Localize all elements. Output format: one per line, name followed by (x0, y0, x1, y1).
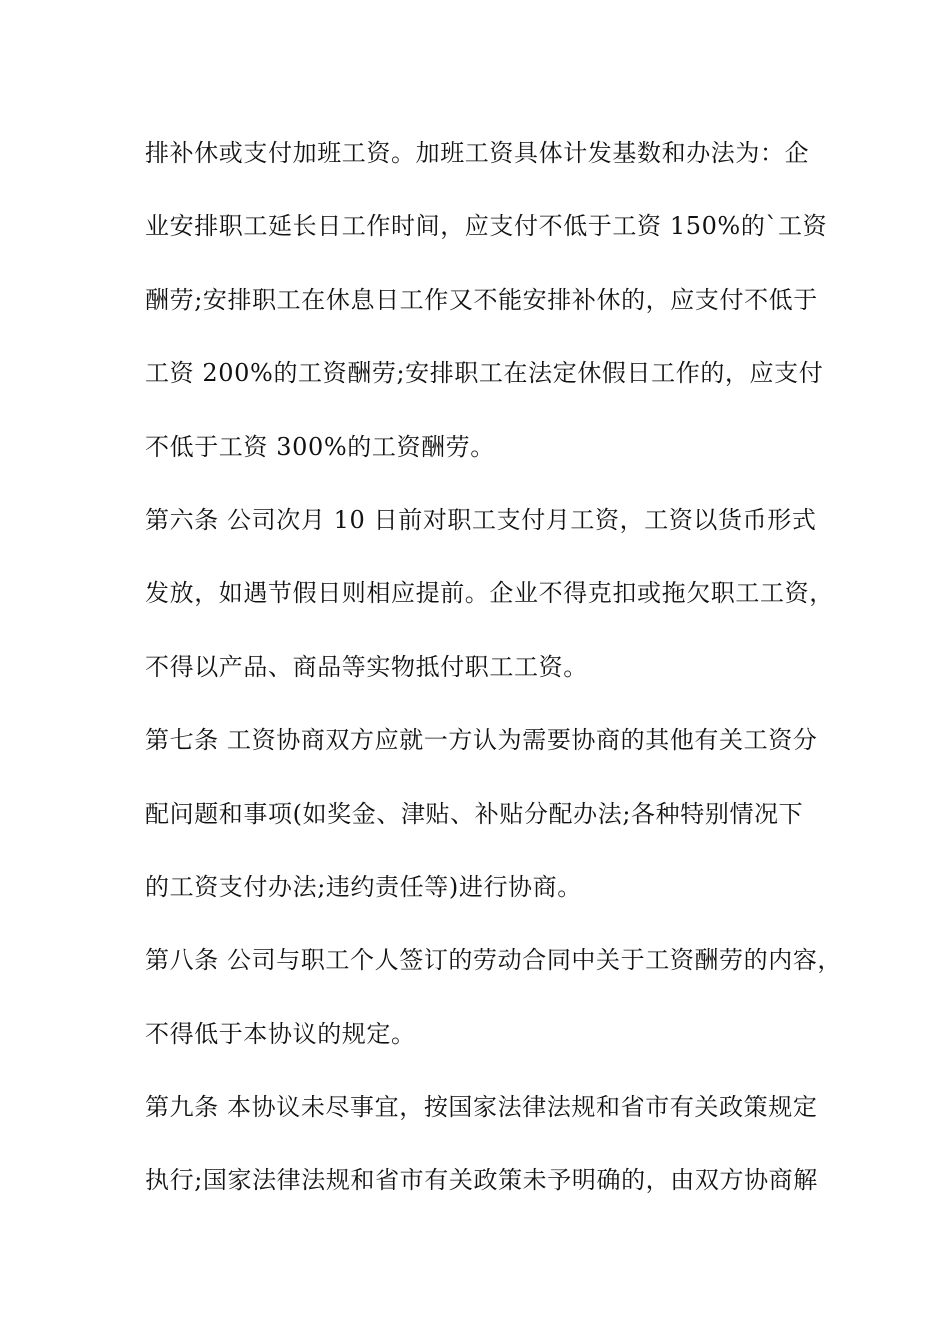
article-6-line: 第六条 公司次月 10 日前对职工支付月工资，工资以货币形式 (145, 505, 817, 534)
text-line: 配问题和事项(如奖金、津贴、补贴分配办法;各种特别情况下 (145, 799, 804, 828)
article-8-line: 第八条 公司与职工个人签订的劳动合同中关于工资酬劳的内容， (145, 946, 843, 975)
article-9-line: 第九条 本协议未尽事宜，按国家法律法规和省市有关政策规定 (145, 1093, 818, 1122)
article-7-line: 第七条 工资协商双方应就一方认为需要协商的其他有关工资分 (145, 726, 818, 755)
text-line: 不低于工资 300%的工资酬劳。 (145, 432, 495, 461)
text-line: 发放，如遇节假日则相应提前。企业不得克扣或拖欠职工工资， (145, 579, 834, 608)
text-line: 不得以产品、商品等实物抵付职工工资。 (145, 652, 588, 681)
text-line: 酬劳;安排职工在休息日工作又不能安排补休的，应支付不低于 (145, 285, 818, 314)
text-line: 执行;国家法律法规和省市有关政策未予明确的，由双方协商解 (145, 1166, 818, 1195)
text-line: 工资 200%的工资酬劳;安排职工在法定休假日工作的，应支付 (145, 359, 824, 388)
document-body (145, 131, 843, 1232)
text-line: 业安排职工延长日工作时间，应支付不低于工资 150%的`工资 (145, 212, 828, 241)
text-line: 不得低于本协议的规定。 (145, 1019, 416, 1048)
text-line: 排补休或支付加班工资。加班工资具体计发基数和办法为：企 (145, 139, 810, 167)
text-line: 的工资支付办法;违约责任等)进行协商。 (145, 872, 582, 901)
